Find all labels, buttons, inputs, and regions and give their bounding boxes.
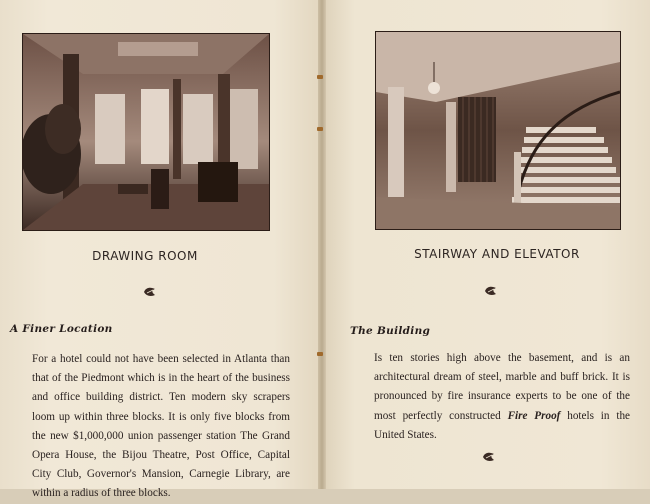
leaf-ornament-icon — [482, 451, 496, 463]
finer-location-paragraph: For a hotel could not have been selected in Atlanta than that of the Piedmont which is in the heart of the business and office building district. Ten modern sky scrapers loom up within three blocks. It is only five blocks from the new $1,000,000 union passenger station The Grand Opera House, the Bijou Theatre, Post Office, Capital City Club, Governor's Mansion, Carnegie Library, are within a radius of three blocks. — [32, 353, 290, 500]
finer-location-heading: A Finer Location — [10, 323, 113, 335]
staple — [317, 75, 323, 79]
leaf-ornament-icon — [484, 285, 498, 297]
building-paragraph-text-end: hotels in the United States. — [374, 409, 630, 441]
building-paragraph-text: Is ten stories high above the basement, and is an architectural dream of steel, marble and buff brick. It is pronounced by fire insurance experts to be one of the most perfectly constructed — [374, 352, 630, 422]
drawing-room-caption: DRAWING ROOM — [92, 249, 198, 263]
building-paragraph — [374, 349, 630, 445]
stairway-caption: STAIRWAY AND ELEVATOR — [414, 247, 580, 261]
book-gutter — [318, 0, 326, 489]
drawing-room-illustration — [23, 34, 269, 230]
stairway-illustration — [376, 32, 620, 229]
building-heading: The Building — [350, 325, 431, 337]
staple — [317, 127, 323, 131]
staple — [317, 352, 323, 356]
leaf-ornament-icon — [143, 286, 157, 298]
stairway-photo — [375, 31, 621, 230]
fire-proof-emphasis: Fire Proof — [507, 409, 561, 422]
drawing-room-photo — [22, 33, 270, 231]
